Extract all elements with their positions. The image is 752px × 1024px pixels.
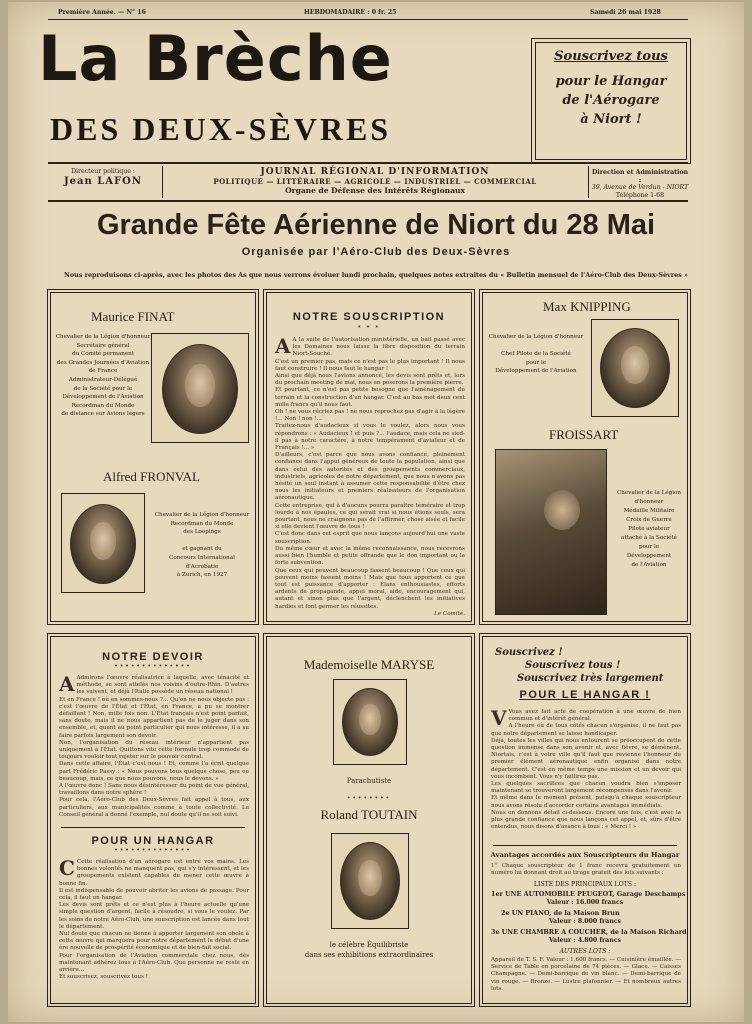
pilots-right-box	[482, 292, 688, 622]
souscription-box	[266, 292, 472, 622]
froissart-photo	[495, 449, 607, 615]
knipping-bio: Chevalier de la Légion d'honneur Chef Pilote de la Société pour le Développement de l'Aviation	[488, 334, 584, 375]
hangar-title: POUR UN HANGAR	[91, 835, 215, 847]
director-name: Jean LAFON	[63, 175, 143, 187]
devoir-dots: ••••••••••••••	[114, 663, 192, 670]
toutain-caption2: dans ses exhibitions extraordinaires	[304, 951, 434, 959]
souscription-stars: * * *	[357, 325, 381, 332]
lot2-value: Valeur : 8.000 francs	[548, 918, 622, 925]
admin-phone: Téléphone 1-68	[615, 191, 665, 199]
journal-line1: JOURNAL RÉGIONAL D'INFORMATION	[260, 167, 490, 177]
performers-box	[266, 636, 472, 1004]
finat-photo	[151, 333, 249, 443]
appeal-line4: POUR LE HANGAR !	[519, 689, 651, 701]
promo-line1: Souscrivez tous	[554, 49, 668, 64]
froissart-name: FROISSART	[549, 427, 619, 442]
headline-title: Grande Fête Aérienne de Niort du 28 Mai	[96, 209, 656, 241]
knipping-name: Max KNIPPING	[543, 299, 631, 314]
lot1: 1er UNE AUTOMOBILE PEUGEOT, Garage Deschamps	[491, 890, 686, 898]
year-issue: Première Année. — N° 16	[58, 9, 146, 16]
souscription-title: NOTRE SOUSCRIPTION	[292, 311, 446, 323]
journal-line2: POLITIQUE — LITTÉRAIRE — AGRICOLE — INDUSTRIEL — COMMERCIAL	[213, 177, 537, 186]
hangar-dots: ••••••••••••••	[114, 847, 192, 854]
admin-label: Direction et Administration :	[592, 169, 688, 184]
finat-bio: Chevalier de la Légion d'honneur Secrétaire général du Comité permanent des Grandes Journées d'Aviation de France Administrateur-Délégué de la Société pour le Développement de l'Aviation Recordman du Monde de distance sur Avions légers	[55, 334, 151, 418]
advantages-text: 1° Chaque souscripteur de 1 franc recevra gratuitement un numéro lui donnant droit au tirage gratuit des lots suivants :	[491, 863, 681, 877]
maryse-name: Mademoiselle MARYSE	[303, 657, 435, 672]
appeal-text: V Vous avez fait acte de coopération à une œuvre de bien commun et d'intérêt général. A l'heure où de tous côtés chacun s'organise, il ne faut pas que notre département se laisse handicaper. Déjà, toutes les villes qui nous entourent se préoccupent de cette question immense dans son avenir et, avec fièvre, se démènent. Niortais, c'est à votre ville qu'il faut que revienne l'honneur du premier élément aéronautique enfin organisé dans notre département. C'est en même temps une mission et un devoir qui vous incombent. Vous n'y faillirez pas. Les quelques sacrifices que chacun voudra bien s'imposer maintenant se trouveront largement récompensés dans l'avenir. Et même dans le moment présent, puisqu'à chaque souscripteur nous avons résolu d'accorder certains avantages immédiats. Nous en donnons détail ci-dessous. Encore une fois, c'est avec la plus grande confiance que nous lançons cet appel, et, sûrs d'être entendus, nous disons d'avance à tous : « Merci ! »	[491, 706, 681, 831]
pilots-left-box	[50, 292, 256, 622]
journal-block	[166, 167, 584, 195]
director-block	[48, 168, 158, 187]
admin-address: 39, Avenue de Verdun - NIORT	[591, 184, 689, 192]
souscription-text: A A la suite de l'autorisation ministérielle, un bail passé avec les Domaines nous laisse la libre disposition du terrain Niort-Souché. C'est un premier pas, mais ce n'est pas le plus important ! Il nous faut construire ! Il nous faut le hangar ! Ainsi que déjà nous l'avions annoncé, les devis sont prêts et, lors du prochain meeting de mai, nous en poserons la première pierre. Et pourtant, ce n'est pas petite besogne que l'aménagement du terrain et la construction d'un hangar. C'est au bas mot deux cent mille francs qu'il nous faut. Oh ! ne vous récriez pas ! ne nous reprochez pas d'agir à la légère !... Non ! non !... Traitez-nous d'audacieux si vous le voulez, alors nous vous répondrons : « Audacieux ! et puis ?... l'audace, mais cela ne sied-il pas à notre caractère, à notre tempérament d'aviateur et de Français !... » D'ailleurs, c'est parce que nous avons confiance, pleinement confiance dans l'appui généreux de toute la population, ainsi que dans celui des autorités et des groupements commerciaux, industriels, agricoles de notre département, que nous n'avons pas hésité un seul instant à assumer cette responsabilité d'être chez nous les initiateurs et premiers réalisateurs de l'organisation aéronautique. Cette entreprise, qui à d'aucuns pourra paraître téméraire et trop lourde à nos épaules, ce qui serait vrai si nous étions seuls, sera pourtant, nous ne craignons pas de l'affirmer, chose aisée et facile si elle devient l'œuvre de tous ! C'est donc dans cet esprit que nous lançons aujourd'hui une vaste souscription. Du même cœur et avec la même reconnaissance, nous recevrons aussi bien l'humble et petite offrande que le don important ou la forte subvention. Que ceux qui peuvent beaucoup fassent beaucoup ! Que ceux qui peuvent moins fassent moins ! Mais que tous apportent ce que tout est puissance d'apporter : Élans enthousiastes, efforts ardents de propagande, appui moral, aide, encouragement qui, autant et sinon plus que l'argent, déclenchent les initiatives hardies et font germer les réussites. Le Comité.	[275, 334, 465, 617]
headline-subtitle: Organisée par l'Aéro-Club des Deux-Sèvres	[241, 246, 511, 258]
maryse-photo	[333, 679, 407, 765]
promo-line2: pour le Hangar	[555, 74, 667, 89]
advantages-title: Avantages accordés aux Souscripteurs du Hangar	[490, 851, 680, 859]
toutain-caption1: le célèbre Équilibriste	[329, 941, 409, 949]
promo-line4: à Niort !	[580, 112, 642, 127]
other-lots-text: Appareil de T. S. F. Valeur : 1.600 francs. — Cuisinière émaillée. — Service de Table en porcelaine de 74 pièces. — Glace. — Caisses Champagne. — Demi-barrique de vin blanc. — Demi-barrique de vin rouge. — Bronze. — Lustre plafonnier. — Et nombreux autres lots.	[491, 957, 681, 992]
fronval-bio: Chevalier de la Légion d'honneur Recordman du Monde des Loopings et gagnant du Concours International d'Acrobatie à Zurich, en 1927	[154, 512, 250, 579]
headline-intro: Nous reproduisons ci-après, avec les photos des As que nous verrons évoluer lundi prochain, quelques notes extraites du « Bulletin mensuel de l'Aéro-Club des Deux-Sèvres »	[64, 271, 688, 279]
toutain-name: Roland TOUTAIN	[320, 807, 418, 822]
journal-line3: Organe de Défense des Intérêts Régionaux	[285, 186, 465, 195]
issue-date: Samedi 26 mai 1928	[590, 9, 661, 16]
lot1-value: Valeur : 16.000 francs	[546, 899, 624, 906]
devoir-box	[50, 636, 256, 1004]
performers-dots: ••••••••	[346, 795, 392, 802]
masthead-title: La Brèche	[38, 22, 393, 95]
masthead-subtitle: DES DEUX-SÈVRES	[50, 111, 392, 147]
appeal-box	[482, 636, 688, 1004]
appeal-line3: Souscrivez très largement	[517, 673, 664, 684]
newspaper-page	[8, 2, 744, 1022]
promo-box	[531, 38, 691, 164]
froissart-bio: Chevalier de la Légion d'honneur Médaille Militaire Croix de Guerre Pilote aviateur attaché à la Société pour le Développement de l'Aviation	[617, 490, 681, 568]
devoir-text: A Admirons l'œuvre réalisatrice à laquelle, avec ténacité et méthode, se sont attelés nos voisins d'outre-Rhin. D'autres les suivent, et déjà l'Italie possède un réseau national ! Et en France ! où en sommes-nous ?... Qu'on ne nous objecte pas : c'est l'œuvre de l'État et l'État, en France, a pu se montrer défaillant ! Non, mille fois non. L'État français n'est point parfait, sans doute, mais il ne nous appartient pas de le juger dans son ensemble, et, quant au point particulier qui nous intéresse, il a su faire parfois largement son devoir. Non, l'organisation du réseau intérieur n'appartient pas uniquement à l'État. Quittons vite cette formule trop commode de toujours vouloir tout rejeter sur le pouvoir central. Dans cette affaire, l'État c'est nous ! Et, comme l'a écrit quelque part Frédéric Passy : « Nous pouvons tous quelque chose, peu ou beaucoup, mais, ce que nous pouvons, nous le devons. » A l'œuvre donc ! Sans nous désintéresser du point de vue général, travaillons dans notre sphère ! Pour cela, l'Aéro-Club des Deux-Sèvres fait appel à tous, aux particuliers, aux municipalités comme à toute collectivité. Le Conseil général a donné l'exemple, nul doute qu'il ne soit suivi.	[59, 672, 249, 818]
knipping-photo	[591, 319, 679, 417]
promo-line3: de l'Aérogare	[562, 93, 660, 108]
admin-block	[590, 169, 690, 199]
lots-title: LISTE DES PRINCIPAUX LOTS :	[533, 881, 637, 888]
frequency-price: HEBDOMADAIRE : 0 fr. 25	[304, 9, 397, 16]
fronval-name: Alfred FRONVAL	[103, 469, 200, 484]
maryse-caption: Parachutiste	[346, 777, 392, 785]
director-label: Directeur politique :	[71, 168, 135, 175]
hangar-text: C Cette réalisation d'un aérogare est entre vos mains. Les bonnes volontés ne manquent pas, qui s'y intéressent, et les groupements existent capables de mener cette œuvre à bonne fin. Il est indispensable de pouvoir abriter les avions de passage. Pour cela, il faut un hangar. Les devis sont prêts et ce n'est plus à l'heure actuelle qu'une simple question d'argent, facile à résoudre, si vous le voulez. Par les soins de notre Aéro-Club, une souscription est lancée dans tout le département. Nul doute que chacun ne tienne à apporter largement son obole à cette œuvre qui marquera pour notre département le début d'une ère nouvelle de prospérité économique et de bien-fait social. Pour l'organisation de l'Aviation commerciale chez nous, dès maintenant adhérez tous à l'Aéro-Club. Que personne ne reste en arrière... Et souscrivez, souscrivez tous !	[59, 856, 249, 981]
finat-name: Maurice FINAT	[91, 309, 175, 324]
appeal-line1: Souscrivez !	[495, 647, 563, 658]
fronval-photo	[61, 493, 145, 593]
lot3-value: Valeur : 4.800 francs	[548, 937, 622, 944]
devoir-title: NOTRE DEVOIR	[102, 651, 204, 663]
other-lots-title: AUTRES LOTS :	[559, 948, 611, 955]
lot2: 2e UN PIANO, de la Maison Brun	[501, 909, 620, 917]
appeal-line2: Souscrivez tous !	[525, 660, 621, 671]
toutain-photo	[331, 833, 409, 929]
lot3: 3e UNE CHAMBRE A COUCHER, de la Maison Richard	[491, 928, 687, 936]
